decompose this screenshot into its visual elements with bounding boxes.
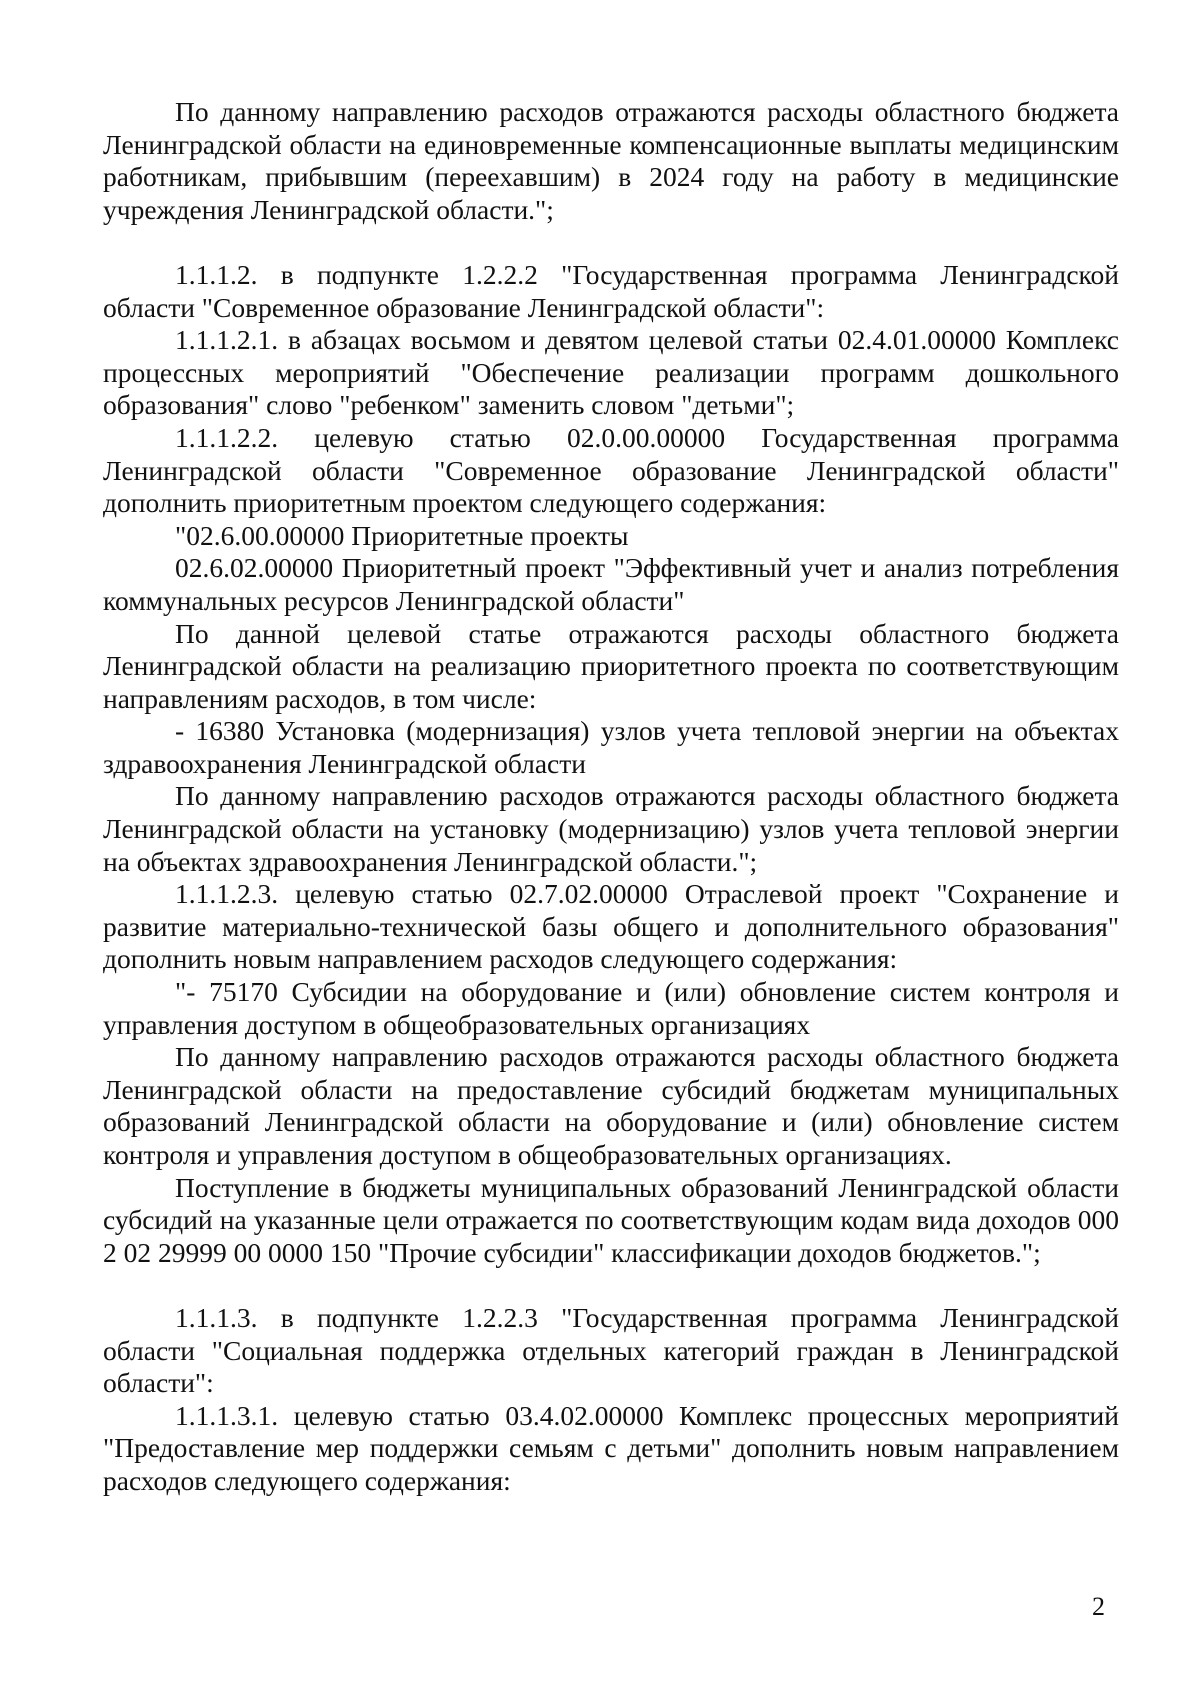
paragraph-priority-project-02-6-02: 02.6.02.00000 Приоритетный проект "Эффективный учет и анализ потребления коммунальных ресурсов Ленинградской области" [103,552,1119,616]
paragraph-75170: "- 75170 Субсидии на оборудование и (или) обновление систем контроля и управления доступом в общеобразовательных организациях [103,976,1119,1040]
paragraph-1-1-1-3: 1.1.1.3. в подпункте 1.2.2.3 "Государственная программа Ленинградской области "Социальная поддержка отдельных категорий граждан в Ленинградской области": [103,1301,1119,1399]
paragraph-priority-projects: "02.6.00.00000 Приоритетные проекты [175,519,629,551]
paragraph-compensation-payments: По данному направлению расходов отражаются расходы областного бюджета Ленинградской области на единовременные компенсационные выплаты медицинским работникам, прибывшим (переехавшим) в 2024 году на работу в медицинские учреждения Ленинградской области."; [103,96,1119,225]
paragraph-target-article-expenses: По данной целевой статье отражаются расходы областного бюджета Ленинградской области на реализацию приоритетного проекта по соответствующим направлениям расходов, в том числе: [103,617,1119,714]
paragraph-1-1-1-2-2: 1.1.1.2.2. целевую статью 02.0.00.00000 Государственная программа Ленинградской области "Современное образование Ленинградской области" дополнить приоритетным проектом следующего содержания: [103,421,1119,519]
paragraph-16380: - 16380 Установка (модернизация) узлов учета тепловой энергии на объектах здравоохранения Ленинградской области [103,715,1119,779]
page-number: 2 [1092,1592,1105,1621]
paragraph-1-1-1-2-1: 1.1.1.2.1. в абзацах восьмом и девятом целевой статьи 02.4.01.00000 Комплекс процессных мероприятий "Обеспечение реализации программ дошкольного образования" слово "ребенком" заменить словом "детьми"; [103,324,1119,421]
paragraph-1-1-1-2: 1.1.1.2. в подпункте 1.2.2.2 "Государственная программа Ленинградской области "Современное образование Ленинградской области": [103,258,1119,323]
paragraph-16380-description: По данному направлению расходов отражаются расходы областного бюджета Ленинградской области на установку (модернизацию) узлов учета тепловой энергии на объектах здравоохранения Ленинградской области."; [103,780,1119,877]
document-body [103,96,1119,1498]
paragraph-1-1-1-2-3: 1.1.1.2.3. целевую статью 02.7.02.00000 Отраслевой проект "Сохранение и развитие материально-технической базы общего и дополнительного образования" дополнить новым направлением расходов следующего содержания: [103,878,1119,975]
paragraph-subsidies-income: Поступление в бюджеты муниципальных образований Ленинградской области субсидий на указанные цели отражается по соответствующим кодам вида доходов 000 2 02 29999 00 0000 150 "Прочие субсидии" классификации доходов бюджетов."; [103,1171,1119,1268]
paragraph-1-1-1-3-1: 1.1.1.3.1. целевую статью 03.4.02.00000 Комплекс процессных мероприятий "Предоставление мер поддержки семьям с детьми" дополнить новым направлением расходов следующего содержания: [103,1399,1119,1496]
paragraph-75170-description: По данному направлению расходов отражаются расходы областного бюджета Ленинградской области на предоставление субсидий бюджетам муниципальных образований Ленинградской области на оборудование и (или) обновление систем контроля и управления доступом в общеобразовательных организациях. [103,1041,1119,1170]
